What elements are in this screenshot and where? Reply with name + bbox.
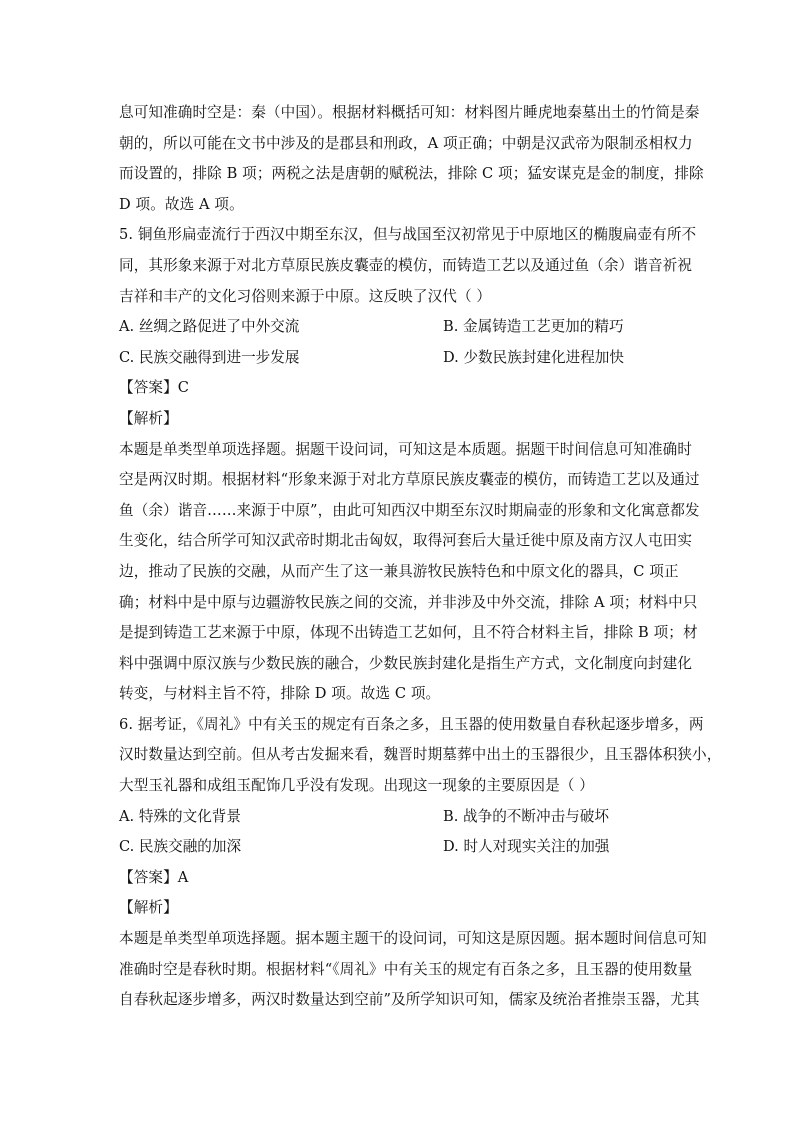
option-a: A. 丝绸之路促进了中外交流	[119, 318, 300, 336]
text-line: 朝的，所以可能在文书中涉及的是郡县和刑政，A 项正确；中朝是汉武帝为限制丞相权力	[119, 134, 693, 152]
analysis-line: 本题是单类型单项选择题。据题干设问词，可知这是本质题。据题干时间信息可知准确时	[119, 440, 693, 458]
analysis-heading: 【解析】	[119, 409, 178, 427]
question-6	[119, 710, 722, 1016]
analysis-line: 生变化，结合所学可知汉武帝时期北击匈奴，取得河套后大量迁徙中原及南方汉人屯田实	[119, 532, 693, 550]
analysis-line: 确；材料中是中原与边疆游牧民族之间的交流，并非涉及中外交流，排除 A 项；材料中只	[119, 593, 698, 611]
analysis-line: 鱼（余）谐音……来源于中原”，由此可知西汉中期至东汉时期扁壶的形象和文化寓意都发	[119, 501, 700, 519]
options-row	[119, 802, 675, 833]
option-b: B. 战争的不断冲击与破坏	[443, 807, 609, 825]
analysis-line: 准确时空是春秋时期。根据材料“《周礼》中有关玉的规定有百条之多，且玉器的使用数量	[119, 960, 693, 978]
options-row	[119, 343, 675, 374]
option-d: D. 少数民族封建化进程加快	[443, 348, 624, 366]
analysis-line: 空是两汉时期。根据材料“形象来源于对北方草原民族皮囊壶的模仿，而铸造工艺以及通过	[119, 471, 700, 489]
analysis-line: 边，推动了民族的交融，从而产生了这一兼具游牧民族特色和中原文化的器具，C 项正	[119, 562, 679, 580]
option-a: A. 特殊的文化背景	[119, 807, 241, 825]
analysis-line: 转变，与材料主旨不符，排除 D 项。故选 C 项。	[119, 685, 441, 703]
analysis-heading: 【解析】	[119, 899, 178, 917]
question-stem-line: 6. 据考证，《周礼》中有关玉的规定有百条之多，且玉器的使用数量自春秋起逐步增多，两	[119, 715, 704, 733]
analysis-line: 自春秋起逐步增多，两汉时数量达到空前”及所学知识可知，儒家及统治者推崇玉器，尤其	[119, 991, 700, 1009]
answer-label: 【答案】C	[119, 379, 190, 397]
question-stem-line: 大型玉礼器和成组玉配饰几乎没有发现。出现这一现象的主要原因是（ ）	[119, 777, 594, 795]
options-row	[119, 832, 675, 863]
document-page	[119, 98, 722, 1016]
option-b: B. 金属铸造工艺更加的精巧	[443, 318, 624, 336]
option-d: D. 时人对现实关注的加强	[443, 838, 610, 856]
question-stem-line: 同，其形象来源于对北方草原民族皮囊壶的模仿，而铸造工艺以及通过鱼（余）谐音祈祝	[119, 256, 693, 274]
text-line: D 项。故选 A 项。	[119, 195, 244, 213]
analysis-line: 本题是单类型单项选择题。据本题主题干的设问词，可知这是原因题。据本题时间信息可知	[119, 930, 707, 948]
question-stem-line: 汉时数量达到空前。但从考古发掘来看，魏晋时期墓葬中出土的玉器很少，且玉器体积狭小，	[119, 746, 722, 764]
option-c: C. 民族交融的加深	[119, 838, 242, 856]
text-line: 而设置的，排除 B 项；两税之法是唐朝的赋税法，排除 C 项；猛安谋克是金的制度，排除	[119, 165, 704, 183]
text-line: 息可知准确时空是：秦（中国）。根据材料概括可知：材料图片睡虎地秦墓出土的竹简是秦	[119, 104, 700, 121]
question-stem-line: 5. 铜鱼形扁壶流行于西汉中期至东汉，但与战国至汉初常见于中原地区的椭腹扁壶有所不	[119, 226, 697, 244]
question-stem-line: 吉祥和丰产的文化习俗则来源于中原。这反映了汉代（ ）	[119, 287, 492, 305]
analysis-line: 是提到铸造工艺来源于中原，体现不出铸造工艺如何，且不符合材料主旨，排除 B 项；材	[119, 624, 698, 642]
answer-label: 【答案】A	[119, 868, 189, 886]
analysis-line: 料中强调中原汉族与少数民族的融合，少数民族封建化是指生产方式，文化制度向封建化	[119, 654, 693, 672]
previous-analysis-continuation	[119, 98, 704, 220]
question-5	[119, 220, 700, 710]
options-row	[119, 312, 675, 343]
option-c: C. 民族交融得到进一步发展	[119, 348, 300, 366]
